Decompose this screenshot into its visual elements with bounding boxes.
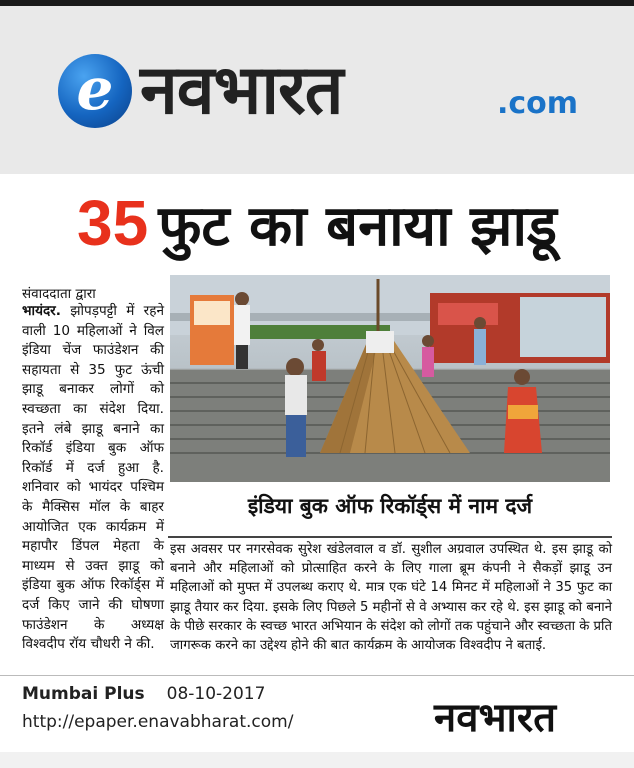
footer-edition-line (22, 684, 265, 704)
photo-caption: इंडिया बुक ऑफ रिकॉर्ड्स में नाम दर्ज (247, 494, 533, 518)
footer-divider (0, 675, 634, 676)
edition-date: 08-10-2017 (166, 684, 266, 704)
byline: संवाददाता द्वारा (22, 286, 96, 302)
edition-name: Mumbai Plus (22, 684, 145, 704)
broom-photo-illustration (170, 275, 610, 482)
article-left-column (22, 302, 164, 655)
article-photo (170, 275, 610, 482)
brand-domain-suffix: .com (497, 86, 579, 121)
logo-e-icon: e (58, 54, 132, 128)
brand-logo-text: नवभारत (140, 51, 343, 130)
left-column-text: झोपड़पट्टी में रहने वाली 10 महिलाओं ने विल इंडिया चेंज फाउंडेशन की सहायता से 35 फुट ऊंची झाडू बनाकर लोगों को स्वच्छता का संदेश दिया. इतने लंबे झाडू बनाने का रिकॉर्ड इंडिया बुक ऑफ रिकॉर्ड में दर्ज हुआ है. शनिवार को भायंदर पश्चिम के मैक्सिस मॉल के बाहर आयोजित एक कार्यक्रम में महापौर डिंपल मेहता के माध्यम से उक्त झाडू को इंडिया बुक ऑफ रिकॉर्ड्स में दर्ज किए जाने की घोषणा फाउंडेशन के अध्यक्ष विश्वदीप रॉय चौधरी ने की. (22, 303, 164, 653)
headline-number: 35 (77, 187, 149, 259)
bottom-border (0, 752, 634, 768)
photo-caption-bar (168, 486, 612, 538)
headline-text: फुट का बनाया झाडू (158, 194, 557, 259)
article-right-column: इस अवसर पर नगरसेवक सुरेश खंडेलवाल व डॉ. सुशील अग्रवाल उपस्थित थे. इस झाडू को बनाने और महिलाओं को प्रोत्साहित करने के लिए गाला ब्रूम कंपनी ने सैकड़ों झाडू उन महिलाओं को मुफ्त में उपलब्ध कराए थे. मात्र एक घंटे 14 मिनट में महिलाओं ने 35 फुट का झाडू तैयार कर दिया. इसके लिए पिछले 5 महीनों से वे अभ्यास कर रहे थे. इस झाडू को बनाने के पीछे सरकार के स्वच्छ भारत अभियान के संदेश को लोगों तक पहुंचाने और स्वच्छता के प्रति जागरूक करने का उद्देश्य होने की बात कार्यक्रम के आयोजक विश्वदीप ने बताई. (170, 542, 612, 654)
headline (0, 186, 634, 262)
footer-brand-logo: नवभारत (434, 695, 557, 741)
dateline: भायंदर. (22, 303, 61, 319)
masthead (0, 6, 634, 174)
epaper-url-link[interactable]: http://epaper.enavabharat.com/ (22, 712, 294, 732)
